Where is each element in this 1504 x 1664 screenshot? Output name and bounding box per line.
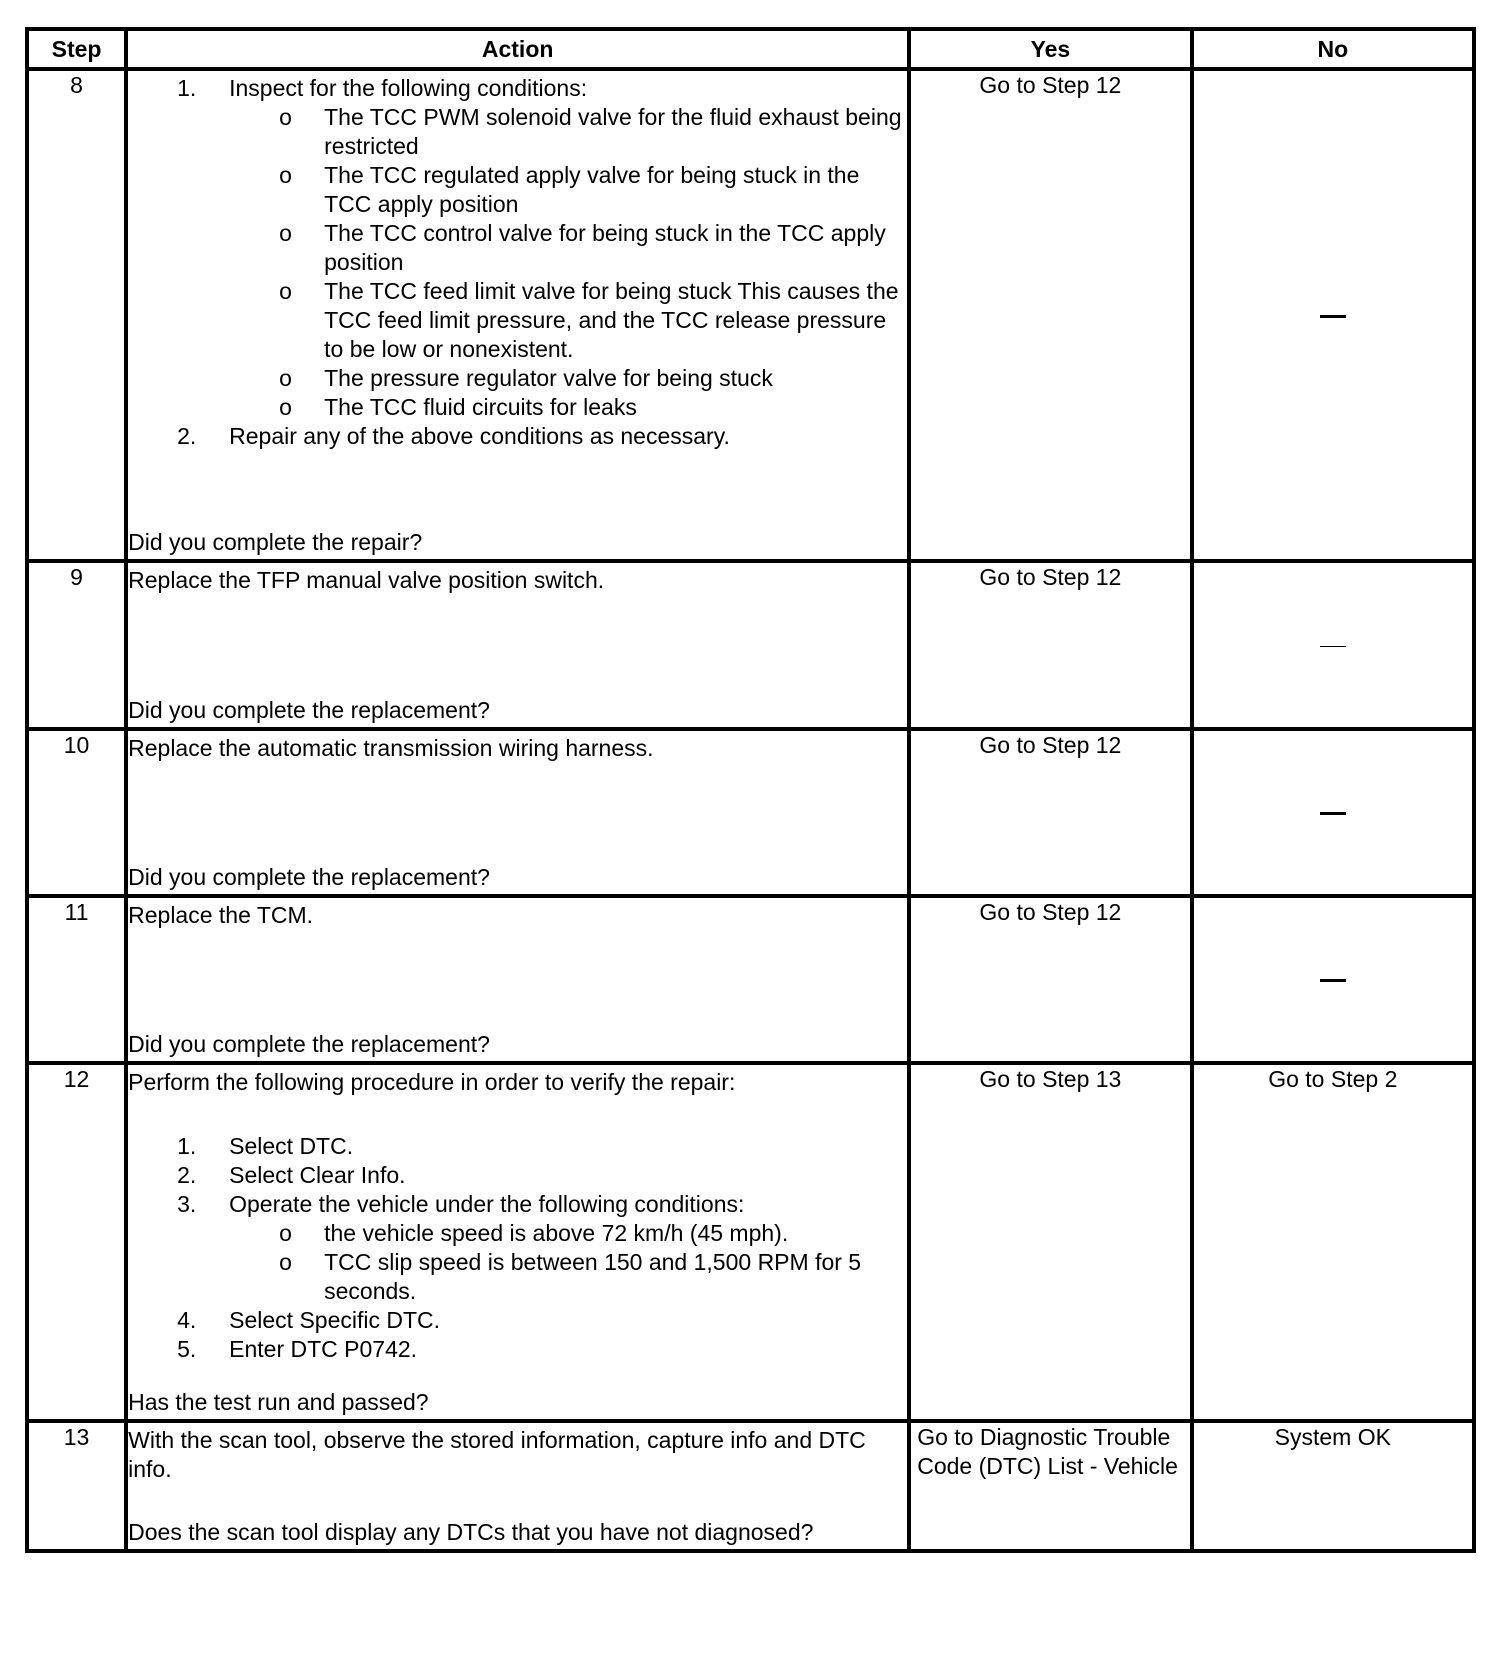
action-text: Replace the automatic transmission wiring harness. xyxy=(128,735,654,761)
table-row-step-13 xyxy=(27,1421,1474,1551)
action-text: Replace the TCM. xyxy=(128,902,314,928)
step-number: 9 xyxy=(27,561,126,729)
header-action: Action xyxy=(126,29,909,69)
list-item: 2. Select Clear Info. xyxy=(177,1162,406,1188)
step-number: 12 xyxy=(27,1063,126,1421)
step-number: 10 xyxy=(27,729,126,896)
sub-list xyxy=(128,103,907,422)
step-number: 11 xyxy=(27,896,126,1063)
yes-outcome: Go to Step 12 xyxy=(909,561,1191,729)
header-row xyxy=(27,29,1474,69)
action-text: Replace the TFP manual valve position switch. xyxy=(128,567,605,593)
action-text: With the scan tool, observe the stored information, capture info and DTC info. xyxy=(128,1427,866,1482)
header-yes: Yes xyxy=(909,29,1191,69)
sub-item: o the vehicle speed is above 72 km/h (45 mph). xyxy=(279,1220,789,1246)
diagnostic-table xyxy=(25,27,1476,1553)
header-step: Step xyxy=(27,29,126,69)
table-row-step-12 xyxy=(27,1063,1474,1421)
no-outcome: Go to Step 2 xyxy=(1192,1063,1474,1421)
sub-item: o The TCC control valve for being stuck in the TCC apply position xyxy=(279,220,886,275)
yes-outcome: Go to Step 12 xyxy=(909,69,1191,561)
em-dash xyxy=(1320,646,1346,647)
no-outcome xyxy=(1192,729,1474,896)
numbered-list xyxy=(128,1132,907,1364)
sub-item: o TCC slip speed is between 150 and 1,500 RPM for 5 seconds. xyxy=(279,1249,862,1304)
sub-item: o The TCC PWM solenoid valve for the fluid exhaust being restricted xyxy=(279,104,902,159)
question-text: Did you complete the repair? xyxy=(128,529,423,555)
table-row-step-8 xyxy=(27,69,1474,561)
table-row-step-10 xyxy=(27,729,1474,896)
question-text: Did you complete the replacement? xyxy=(128,697,490,723)
table-row-step-11 xyxy=(27,896,1474,1063)
question-text: Does the scan tool display any DTCs that you have not diagnosed? xyxy=(128,1519,814,1545)
sub-item: o The TCC fluid circuits for leaks xyxy=(279,394,637,420)
no-outcome xyxy=(1192,561,1474,729)
yes-outcome: Go to Step 12 xyxy=(909,896,1191,1063)
question-text: Has the test run and passed? xyxy=(128,1389,429,1415)
sub-item: o The pressure regulator valve for being stuck xyxy=(279,365,773,391)
no-outcome: System OK xyxy=(1192,1421,1474,1551)
action-cell xyxy=(126,896,909,1063)
em-dash xyxy=(1320,315,1346,318)
no-outcome xyxy=(1192,69,1474,561)
action-cell xyxy=(126,729,909,896)
no-outcome xyxy=(1192,896,1474,1063)
yes-outcome: Go to Step 12 xyxy=(909,729,1191,896)
yes-outcome: Go to Diagnostic Trouble Code (DTC) List - Vehicle xyxy=(909,1421,1191,1551)
sub-list xyxy=(128,1219,907,1306)
sub-item: o The TCC regulated apply valve for being stuck in the TCC apply position xyxy=(279,162,860,217)
yes-outcome: Go to Step 13 xyxy=(909,1063,1191,1421)
table-row-step-9 xyxy=(27,561,1474,729)
list-item: 4. Select Specific DTC. xyxy=(177,1307,441,1333)
question-text: Did you complete the replacement? xyxy=(128,1031,490,1057)
action-cell xyxy=(126,561,909,729)
action-cell xyxy=(126,1063,909,1421)
question-text: Did you complete the replacement? xyxy=(128,864,490,890)
em-dash xyxy=(1320,979,1346,982)
list-item: 1. Select DTC. xyxy=(177,1133,354,1159)
action-cell xyxy=(126,69,909,561)
list-item: 1. Inspect for the following conditions: o The TCC PWM solenoid valve for the fluid exhaust being restricted o The TCC regulated apply valve for being stuck in the TCC apply position o The TCC control valve for being stuck in the TCC apply position o The TCC feed limit valve for being stuck This causes the TCC feed limit pressure, and the TCC release pressure to be low or nonexistent. o The pressure regulator valve for being stuck o The TCC fluid circuits for leaks xyxy=(128,74,907,422)
header-no: No xyxy=(1192,29,1474,69)
step-number: 8 xyxy=(27,69,126,561)
list-item: 5. Enter DTC P0742. xyxy=(177,1336,418,1362)
action-cell xyxy=(126,1421,909,1551)
numbered-list xyxy=(128,74,907,451)
action-intro: Perform the following procedure in order to verify the repair: xyxy=(128,1069,736,1095)
step-number: 13 xyxy=(27,1421,126,1551)
list-item: 2. Repair any of the above conditions as necessary. xyxy=(177,423,730,449)
list-item: 3. Operate the vehicle under the following conditions: o the vehicle speed is above 72 km/h (45 mph). o TCC slip speed is between 150 and 1,500 RPM for 5 seconds. xyxy=(128,1190,907,1306)
em-dash xyxy=(1320,812,1346,815)
sub-item: o The TCC feed limit valve for being stuck This causes the TCC feed limit pressure, and the TCC release pressure to be low or nonexistent. xyxy=(279,278,899,362)
